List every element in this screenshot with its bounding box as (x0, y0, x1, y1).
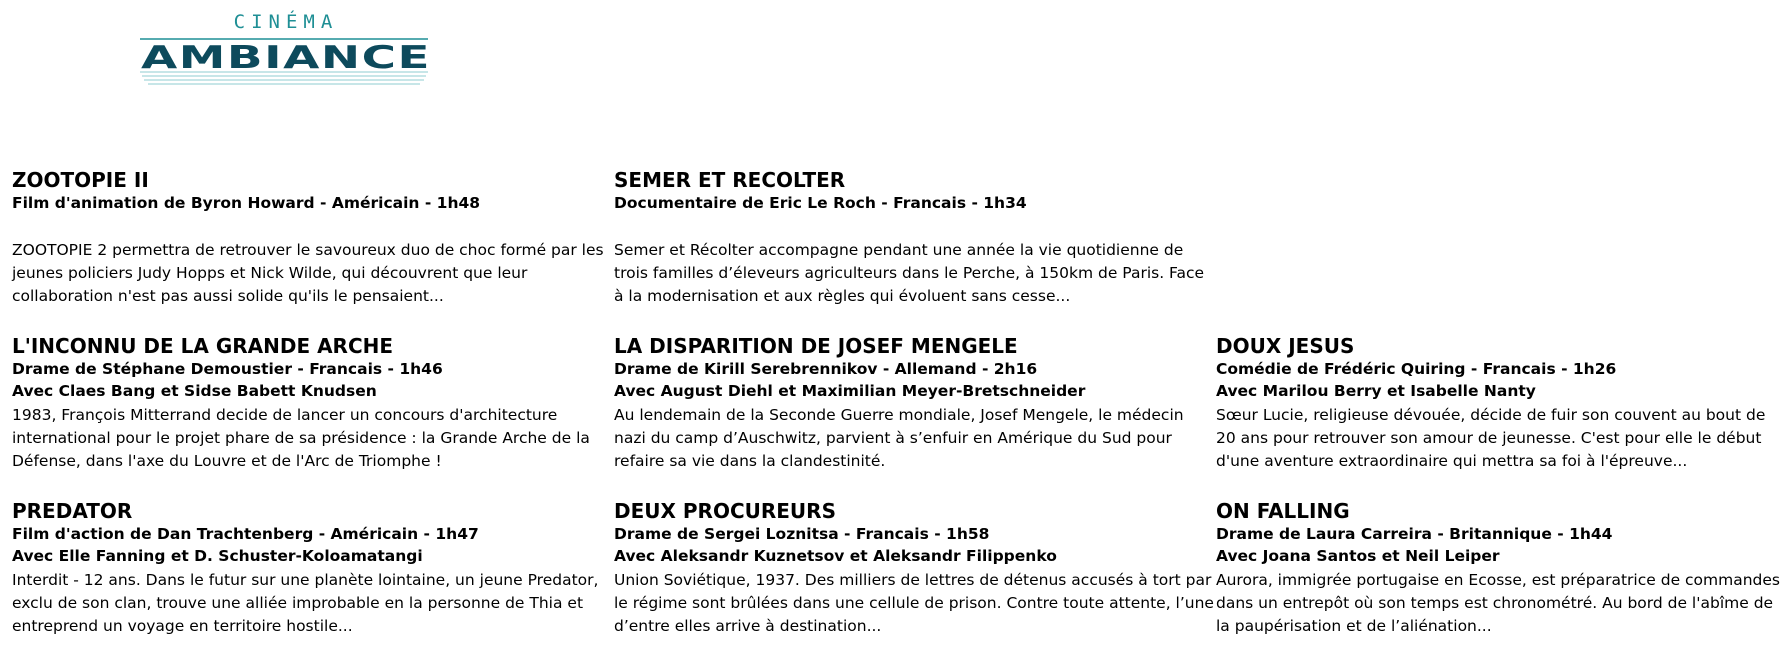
film-title[interactable]: DEUX PROCUREURS (614, 499, 836, 523)
film-synopsis: 1983, François Mitterrand decide de lancer un concours d'architecture international pour le projet phare de sa présidence : la Grande Arche de la Défense, dans l'axe du Louvre et de l'Arc de Triomphe ! (12, 406, 590, 470)
film-synopsis: ZOOTOPIE 2 permettra de retrouver le savoureux duo de choc formé par les jeunes policiers Judy Hopps et Nick Wilde, qui découvrent que leur collaboration n'est pas aussi solide qu'ils le pensaient... (12, 241, 604, 305)
film-title[interactable]: PREDATOR (12, 499, 133, 523)
film-synopsis: Sœur Lucie, religieuse dévouée, décide de fuir son couvent au bout de 20 ans pour retrouver son amour de jeunesse. C'est pour elle le début d'une aventure extraordinaire qui mettra sa foi à l'épreuve... (1216, 406, 1766, 470)
film-card-doux-jesus[interactable] (1216, 334, 1782, 473)
film-genre-line: Drame de Sergei Loznitsa - Francais - 1h58 (614, 525, 990, 543)
cinema-logo[interactable] (138, 6, 434, 86)
logo-top-text: CINÉMA (233, 11, 339, 33)
film-card-inconnu-grande-arche[interactable] (12, 334, 612, 473)
film-genre-line: Comédie de Frédéric Quiring - Francais - 1h26 (1216, 360, 1617, 378)
film-cast-line: Avec Elle Fanning et D. Schuster-Koloamatangi (12, 547, 423, 565)
film-title[interactable]: ZOOTOPIE II (12, 168, 149, 192)
film-synopsis: Interdit - 12 ans. Dans le futur sur une planète lointaine, un jeune Predator, exclu de son clan, trouve une alliée improbable en la personne de Thia et entreprend un voyage en territoire hostile... (12, 571, 599, 635)
film-genre-line: Drame de Stéphane Demoustier - Francais - 1h46 (12, 360, 443, 378)
film-cast-line: Avec Claes Bang et Sidse Babett Knudsen (12, 382, 377, 400)
film-synopsis: Union Soviétique, 1937. Des milliers de lettres de détenus accusés à tort par le régime sont brûlées dans une cellule de prison. Contre toute attente, l’une d’entre elles arrive à destination... (614, 571, 1214, 635)
film-title[interactable]: DOUX JESUS (1216, 334, 1355, 358)
film-card-on-falling[interactable] (1216, 499, 1782, 638)
film-title[interactable]: ON FALLING (1216, 499, 1350, 523)
film-cast-line: Avec August Diehl et Maximilian Meyer-Bretschneider (614, 382, 1086, 400)
film-card-predator[interactable] (12, 499, 612, 638)
film-title[interactable]: SEMER ET RECOLTER (614, 168, 846, 192)
film-card-semer-et-recolter[interactable] (614, 168, 1214, 308)
film-cast-line: Avec Marilou Berry et Isabelle Nanty (1216, 382, 1536, 400)
film-cast-line: Avec Joana Santos et Neil Leiper (1216, 547, 1500, 565)
film-card-disparition-josef-mengele[interactable] (614, 334, 1214, 473)
film-title[interactable]: LA DISPARITION DE JOSEF MENGELE (614, 334, 1018, 358)
film-genre-line: Film d'animation de Byron Howard - Américain - 1h48 (12, 194, 481, 212)
film-card-deux-procureurs[interactable] (614, 499, 1214, 638)
film-genre-line: Drame de Kirill Serebrennikov - Allemand - 2h16 (614, 360, 1038, 378)
film-synopsis: Au lendemain de la Seconde Guerre mondiale, Josef Mengele, le médecin nazi du camp d’Auschwitz, parvient à s’enfuir en Amérique du Sud pour refaire sa vie dans la clandestinité. (614, 406, 1184, 470)
logo-main-text: AMBIANCE (141, 40, 431, 76)
film-genre-line: Film d'action de Dan Trachtenberg - Américain - 1h47 (12, 525, 479, 543)
film-card-zootopie[interactable] (12, 168, 612, 308)
film-genre-line: Documentaire de Eric Le Roch - Francais - 1h34 (614, 194, 1027, 212)
film-genre-line: Drame de Laura Carreira - Britannique - 1h44 (1216, 525, 1613, 543)
film-synopsis: Aurora, immigrée portugaise en Ecosse, est préparatrice de commandes dans un entrepôt où son temps est chronométré. Au bord de l'abîme de la paupérisation et de l’aliénation... (1216, 571, 1781, 635)
film-synopsis: Semer et Récolter accompagne pendant une année la vie quotidienne de trois familles d’éleveurs agriculteurs dans le Perche, à 150km de Paris. Face à la modernisation et aux règles qui évoluent sans cesse... (614, 241, 1205, 305)
film-cast-line: Avec Aleksandr Kuznetsov et Aleksandr Filippenko (614, 547, 1057, 565)
cinema-logo-graphic (138, 6, 434, 86)
film-title[interactable]: L'INCONNU DE LA GRANDE ARCHE (12, 334, 394, 358)
